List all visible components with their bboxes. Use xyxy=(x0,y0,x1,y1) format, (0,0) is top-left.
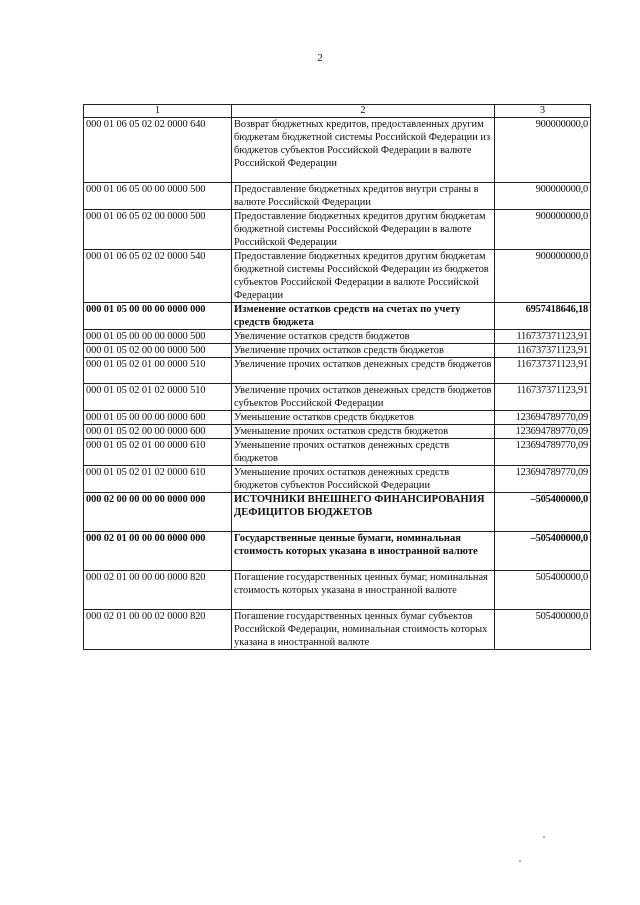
table-row xyxy=(84,210,591,250)
scan-speck xyxy=(543,836,545,838)
amount-value: –505400000,0 xyxy=(495,532,591,571)
table-row xyxy=(84,532,591,571)
source-description: Предоставление бюджетных кредитов другим бюджетам бюджетной системы Российской Федерации из бюджетов субъектов Российской Федерации в валюте Российской Федерации xyxy=(232,250,495,303)
source-description: Погашение государственных ценных бумаг, номинальная стоимость которых указана в иностранной валюте xyxy=(232,571,495,610)
budget-classification-code: 000 02 01 00 00 00 0000 000 xyxy=(84,532,232,571)
amount-value: 116737371123,91 xyxy=(495,358,591,384)
table-row xyxy=(84,425,591,439)
amount-value: 900000000,0 xyxy=(495,183,591,210)
source-description: Увеличение остатков средств бюджетов xyxy=(232,330,495,344)
budget-classification-code: 000 02 00 00 00 00 0000 000 xyxy=(84,493,232,532)
budget-classification-code: 000 01 05 02 01 00 0000 610 xyxy=(84,439,232,466)
column-header-code: 1 xyxy=(84,105,232,118)
amount-value: 116737371123,91 xyxy=(495,330,591,344)
budget-classification-code: 000 01 05 00 00 00 0000 600 xyxy=(84,411,232,425)
budget-classification-code: 000 01 05 02 01 02 0000 610 xyxy=(84,466,232,493)
table-row xyxy=(84,571,591,610)
budget-classification-code: 000 01 06 05 00 00 0000 500 xyxy=(84,183,232,210)
amount-value: 900000000,0 xyxy=(495,210,591,250)
table-row xyxy=(84,466,591,493)
budget-classification-code: 000 01 06 05 02 00 0000 500 xyxy=(84,210,232,250)
table-row xyxy=(84,118,591,183)
source-description: Предоставление бюджетных кредитов внутри страны в валюте Российской Федерации xyxy=(232,183,495,210)
table-header-row xyxy=(84,105,591,118)
amount-value: 116737371123,91 xyxy=(495,384,591,411)
table-row xyxy=(84,330,591,344)
table-row xyxy=(84,303,591,330)
amount-value: 123694789770,09 xyxy=(495,439,591,466)
table-row xyxy=(84,610,591,650)
column-header-description: 2 xyxy=(232,105,495,118)
amount-value: 900000000,0 xyxy=(495,118,591,183)
budget-classification-code: 000 01 05 02 01 02 0000 510 xyxy=(84,384,232,411)
source-description: Изменение остатков средств на счетах по учету средств бюджета xyxy=(232,303,495,330)
source-description: Возврат бюджетных кредитов, предоставленных другим бюджетам бюджетной системы Российской Федерации из бюджетов субъектов Российской Федерации в валюте Российской Федерации xyxy=(232,118,495,183)
table-row xyxy=(84,183,591,210)
budget-classification-code: 000 01 05 02 00 00 0000 600 xyxy=(84,425,232,439)
source-description: Уменьшение прочих остатков средств бюджетов xyxy=(232,425,495,439)
source-description: Уменьшение остатков средств бюджетов xyxy=(232,411,495,425)
budget-classification-code: 000 01 05 02 00 00 0000 500 xyxy=(84,344,232,358)
table-row xyxy=(84,384,591,411)
amount-value: 116737371123,91 xyxy=(495,344,591,358)
source-description: Погашение государственных ценных бумаг субъектов Российской Федерации, номинальная стоимость которых указана в иностранной валюте xyxy=(232,610,495,650)
source-description: Увеличение прочих остатков денежных средств бюджетов субъектов Российской Федерации xyxy=(232,384,495,411)
table-row xyxy=(84,411,591,425)
table-row xyxy=(84,358,591,384)
source-description: Уменьшение прочих остатков денежных средств бюджетов xyxy=(232,439,495,466)
budget-classification-code: 000 01 05 00 00 00 0000 000 xyxy=(84,303,232,330)
amount-value: 6957418646,18 xyxy=(495,303,591,330)
amount-value: –505400000,0 xyxy=(495,493,591,532)
amount-value: 123694789770,09 xyxy=(495,411,591,425)
amount-value: 123694789770,09 xyxy=(495,466,591,493)
source-description: Уменьшение прочих остатков денежных средств бюджетов субъектов Российской Федерации xyxy=(232,466,495,493)
amount-value: 123694789770,09 xyxy=(495,425,591,439)
source-description: Предоставление бюджетных кредитов другим бюджетам бюджетной системы Российской Федерации в валюте Российской Федерации xyxy=(232,210,495,250)
page-number: 2 xyxy=(317,52,323,64)
budget-classification-code: 000 01 05 02 01 00 0000 510 xyxy=(84,358,232,384)
table-row xyxy=(84,250,591,303)
column-header-amount: 3 xyxy=(495,105,591,118)
amount-value: 900000000,0 xyxy=(495,250,591,303)
budget-classification-code: 000 01 05 00 00 00 0000 500 xyxy=(84,330,232,344)
source-description: ИСТОЧНИКИ ВНЕШНЕГО ФИНАНСИРОВАНИЯ ДЕФИЦИТОВ БЮДЖЕТОВ xyxy=(232,493,495,532)
table-row xyxy=(84,439,591,466)
scan-speck xyxy=(519,860,521,862)
budget-classification-code: 000 02 01 00 00 00 0000 820 xyxy=(84,571,232,610)
source-description: Государственные ценные бумаги, номинальная стоимость которых указана в иностранной валюте xyxy=(232,532,495,571)
budget-classification-code: 000 01 06 05 02 02 0000 540 xyxy=(84,250,232,303)
budget-classification-code: 000 01 06 05 02 02 0000 640 xyxy=(84,118,232,183)
table-body xyxy=(84,118,591,650)
budget-sources-table xyxy=(83,104,591,650)
budget-classification-code: 000 02 01 00 00 02 0000 820 xyxy=(84,610,232,650)
amount-value: 505400000,0 xyxy=(495,571,591,610)
source-description: Увеличение прочих остатков денежных средств бюджетов xyxy=(232,358,495,384)
source-description: Увеличение прочих остатков средств бюджетов xyxy=(232,344,495,358)
table-row xyxy=(84,493,591,532)
amount-value: 505400000,0 xyxy=(495,610,591,650)
table-row xyxy=(84,344,591,358)
